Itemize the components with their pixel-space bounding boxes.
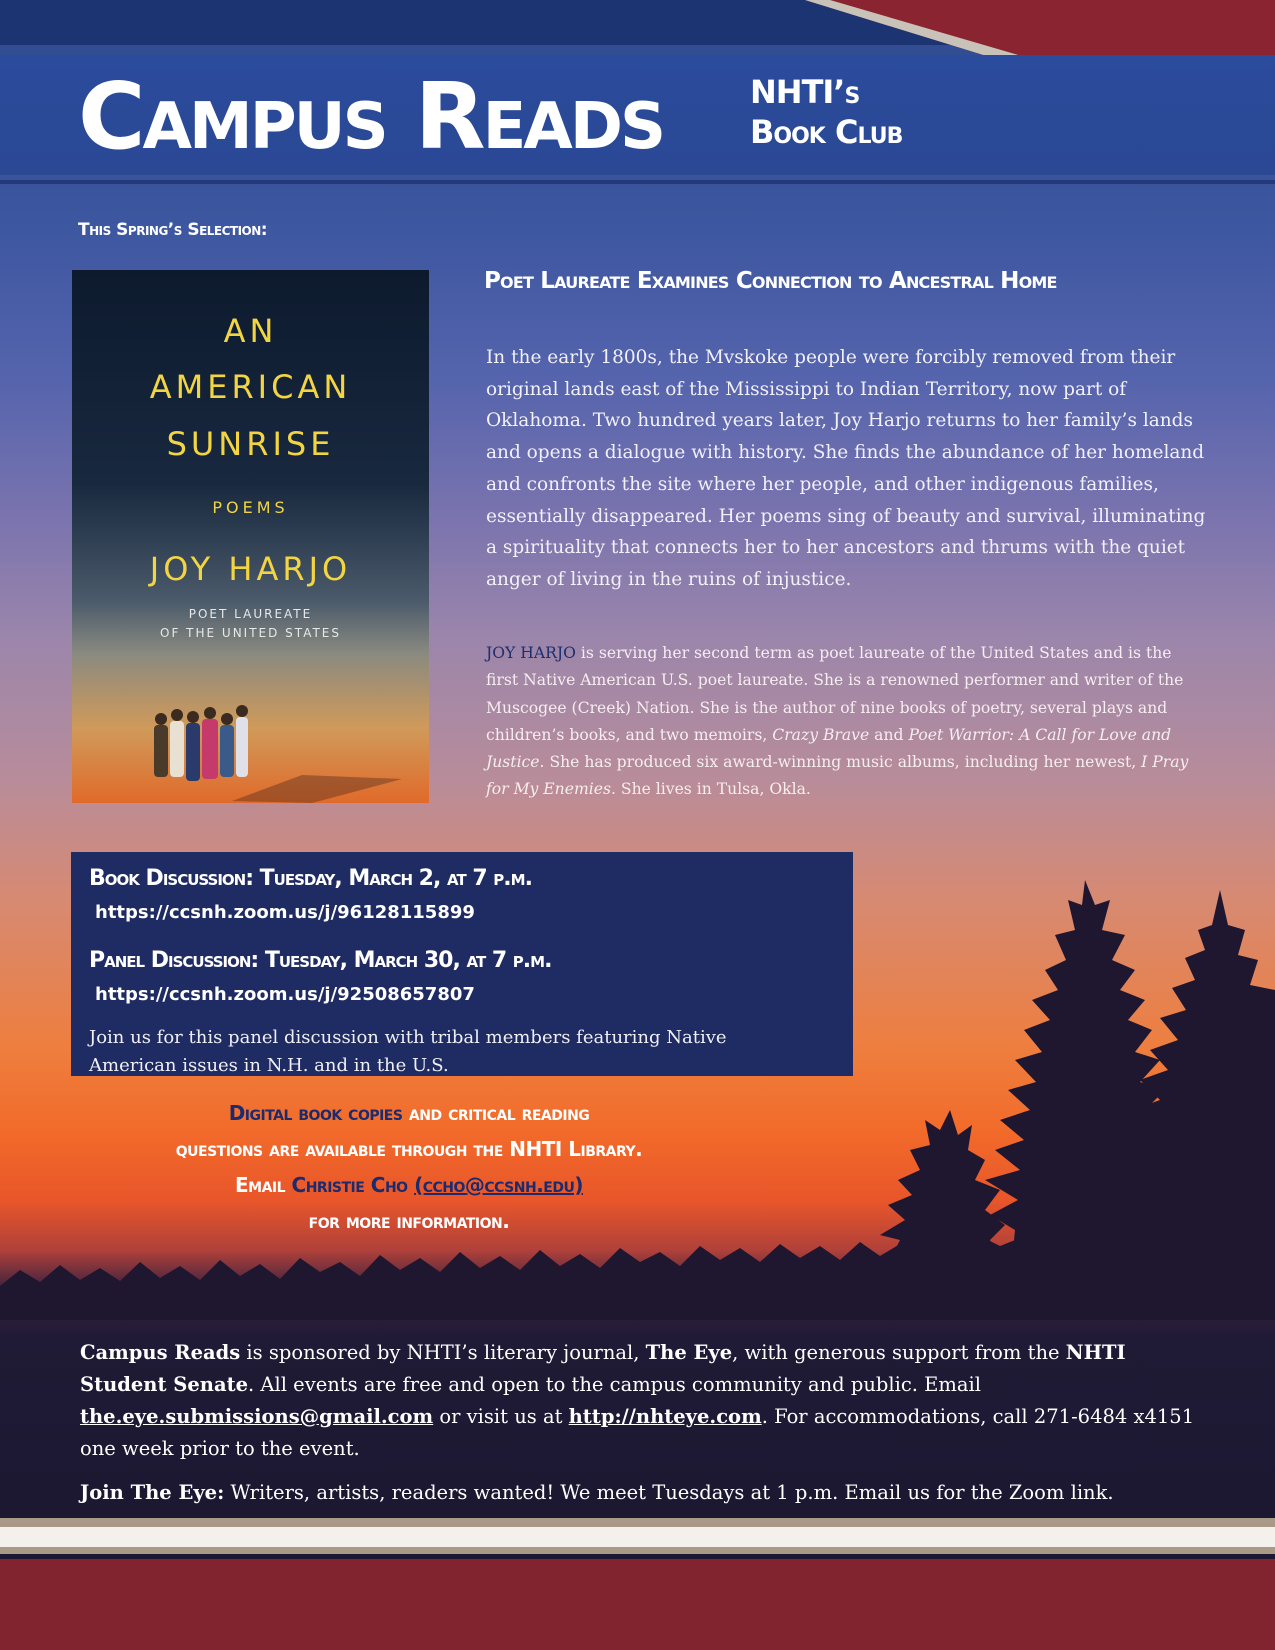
cover-author: JOY HARJO — [149, 550, 352, 588]
footer-band-red — [0, 1559, 1275, 1650]
panel-discussion-title: Panel Discussion: Tuesday, March 30, at 7 p.m. — [89, 948, 552, 973]
footer-text-1: is sponsored by NHTI’s literary journal, — [240, 1341, 646, 1364]
events-box — [71, 852, 853, 1076]
cover-title-line3: SUNRISE — [166, 425, 335, 463]
contact-name: Christie Cho — [291, 1173, 408, 1197]
book-description: In the early 1800s, the Mvskoke people were forcibly removed from their original lands east of the Mississippi to Indian Territory, now part of Oklahoma. Two hundred years later, Joy Harjo returns to her family’s lands and opens a dialogue with history. She finds the abundance of her homeland and confronts the site where her people, and other indigenous families, essentially disappeared. Her poems sing of beauty and survival, illuminating a spirituality that connects her to her ancestors and thrums with the quiet anger of living in the ruins of injustice. — [486, 347, 1206, 590]
contact-email-link[interactable]: (ccho@ccsnh.edu) — [414, 1173, 583, 1197]
footer-band-tan-lower — [0, 1547, 1275, 1554]
subtitle-line2: Book Club — [750, 113, 903, 151]
footer-the-eye: The Eye — [645, 1341, 733, 1364]
sponsor-paragraph — [80, 1337, 1210, 1465]
selection-label: This Spring’s Selection: — [78, 220, 268, 240]
footer-text-3: . All events are free and open to the campus community and public. Email — [248, 1373, 981, 1396]
library-notice-line1-rest: and critical reading — [402, 1101, 590, 1125]
page-title: Campus Reads — [78, 63, 664, 170]
join-paragraph — [80, 1477, 1210, 1509]
join-label: Join The Eye: — [80, 1481, 225, 1504]
footer-band-white — [0, 1527, 1275, 1547]
footer-text-2: , with generous support from the — [732, 1341, 1066, 1364]
article-headline: Poet Laureate Examines Connection to Ancestral Home — [484, 268, 1057, 294]
panel-discussion-zoom-link[interactable]: https://ccsnh.zoom.us/j/92508657807 — [95, 984, 475, 1005]
bio-book-2: Poet Warrior: A Call for Love and Justice. — [486, 725, 1172, 772]
panel-discussion-note: Join us for this panel discussion with tribal members featuring Native American issues in N.H. and in the U.S. — [89, 1027, 727, 1076]
footer-text-4: or visit us at — [433, 1405, 569, 1428]
website-link[interactable]: http://nhteye.com — [568, 1405, 762, 1428]
footer-senate: NHTI Student Senate — [80, 1341, 1126, 1396]
library-notice — [78, 1095, 740, 1239]
cover-title-line2: AMERICAN — [149, 368, 352, 406]
library-notice-line1 — [78, 1095, 740, 1131]
footer-info — [80, 1337, 1210, 1509]
cover-author-note-line2: OF THE UNITED STATES — [160, 626, 341, 640]
library-notice-line3 — [78, 1167, 740, 1203]
subtitle-line1: NHTI’s — [750, 73, 860, 111]
bio-text-3: . She lives in Tulsa, Okla. — [610, 780, 811, 799]
book-discussion-zoom-link[interactable]: https://ccsnh.zoom.us/j/96128115899 — [95, 902, 475, 923]
bio-and: and — [869, 725, 909, 744]
footer-text-5: . For accommodations, call 271-6484 x4151 one week prior to the event. — [80, 1405, 1195, 1460]
bio-album: I Pray for My Enemies — [486, 753, 1189, 799]
footer-band-tan — [0, 1518, 1275, 1527]
cover-title-line1: AN — [223, 312, 278, 350]
footer-campus-reads: Campus Reads — [80, 1341, 241, 1364]
cover-author-note-line1: POET LAUREATE — [188, 607, 313, 621]
bio-text-1: is serving her second term as poet laureate of the United States and is the first Native American U.S. poet laureate. She is a renowned performer and writer of the Muscogee (Creek) Nation. She is the author of nine books of poetry, several plays and children’s books, and two memoirs, — [486, 644, 1184, 744]
bio-book-1: Crazy Brave — [772, 725, 870, 744]
cover-subtitle: POEMS — [212, 498, 289, 517]
submissions-email-link[interactable]: the.eye.submissions@gmail.com — [80, 1405, 434, 1428]
bio-text-2: She has produced six award-winning music albums, including her newest, — [544, 753, 1142, 772]
email-prefix: Email — [235, 1173, 292, 1197]
library-notice-line2: questions are available through the NHTI Library. — [175, 1137, 643, 1161]
book-discussion-title: Book Discussion: Tuesday, March 2, at 7 p.m. — [89, 866, 532, 891]
digital-copies-highlight: Digital book copies — [228, 1101, 403, 1125]
library-notice-line4: for more information. — [308, 1209, 510, 1233]
bio-author-name: JOY HARJO — [486, 644, 576, 662]
join-text: Writers, artists, readers wanted! We meet Tuesdays at 1 p.m. Email us for the Zoom link. — [224, 1481, 1114, 1504]
